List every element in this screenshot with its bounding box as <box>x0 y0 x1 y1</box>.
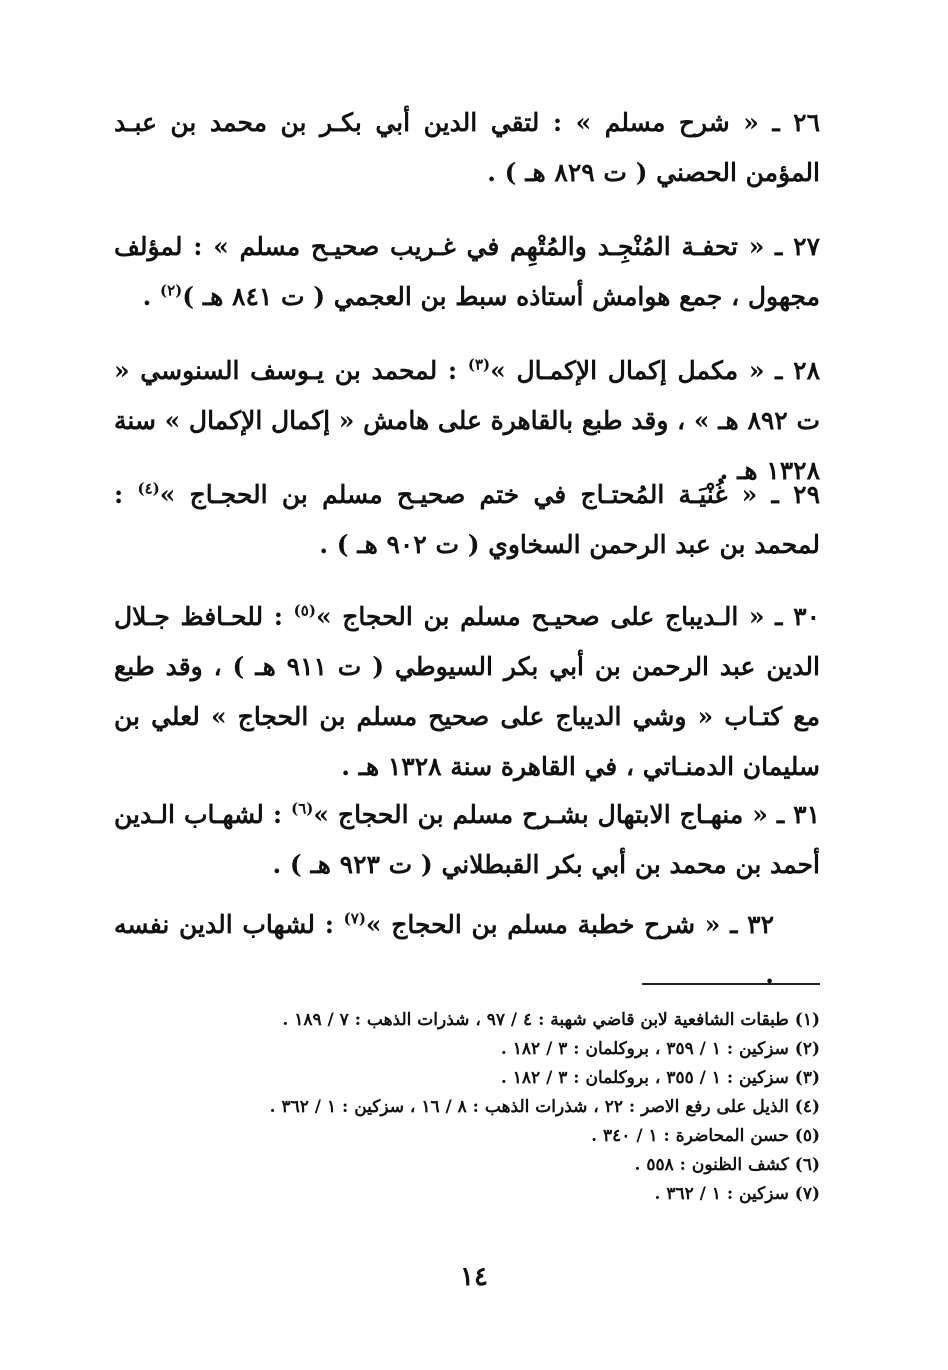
entry-27 <box>114 222 820 322</box>
footnote-ref-7: (٧) <box>343 909 366 928</box>
entry-32-text: ٣٢ ـ « شرح خطبة مسلم بن الحجاج » <box>365 910 774 939</box>
entry-29-tail: : لمحمد بن عبد الرحمن السخاوي ( ت ٩٠٢ هـ ) . <box>114 480 820 559</box>
entry-31-tail: : لشهـاب الـدين أحمد بن محمد بن أبي بكر القبطلاني ( ت ٩٢٣ هـ ) . <box>114 800 820 879</box>
footnote-divider <box>642 983 820 985</box>
footnote-5: (٥) حسن المحاضرة : ١ / ٣٤٠ . <box>591 1126 820 1146</box>
entry-31-text: ٣١ ـ « منهـاج الابتهال بشـرح مسلم بن الحجاج » <box>313 800 820 829</box>
entry-27-text: ٢٧ ـ « تحفـة المُنْجِـد والمُتْهِم في غـريب صحيـح مسلم » : لمؤلف مجهول ، جمع هوامش أستاذه سبط بن العجمي ( ت ٨٤١ هـ ) <box>114 232 820 311</box>
footnote-2: (٢) سزكين : ١ / ٣٥٩ ، بروكلمان : ٣ / ١٨٢ . <box>500 1039 820 1059</box>
entry-28-text: ٢٨ ـ « مكمل إكمال الإكمـال » <box>490 356 820 385</box>
entry-30-text: ٣٠ ـ « الـديباج على صحيـح مسلم بن الحجاج » <box>315 602 821 631</box>
entry-30 <box>114 592 820 792</box>
entry-31 <box>114 790 820 890</box>
footnote-4: (٤) الذيل على رفع الاصر : ٢٢ ، شذرات الذهب : ٨ / ١٦ ، سزكين : ١ / ٣٦٢ . <box>269 1097 820 1117</box>
footnote-ref-5: (٥) <box>293 601 316 620</box>
entry-32 <box>114 900 820 1000</box>
footnote-1: (١) طبقات الشافعية لابن قاضي شهبة : ٤ / ٩٧ ، شذرات الذهب : ٧ / ١٨٩ . <box>282 1010 820 1030</box>
entry-26-text: ٢٦ ـ « شرح مسلم » : لتقي الدين أبي بكـر بن محمد بن عبـد المؤمن الحصني ( ت ٨٢٩ هـ ) . <box>114 108 820 187</box>
footnote-ref-4: (٤) <box>137 479 160 498</box>
footnote-ref-3: (٣) <box>467 355 491 374</box>
entry-29-text: ٢٩ ـ « غُنْيَـة المُحتـاج في ختم صحيـح مسلم بن الحجـاج » <box>159 480 820 509</box>
entry-27-tail: . <box>142 282 160 311</box>
entry-26 <box>114 98 820 198</box>
entry-30-tail: : للحـافظ جـلال الدين عبد الرحمن بن أبي بكر السيوطي ( ت ٩١١ هـ ) ، وقد طبع مع كتـاب « وشي الديباج على صحيح مسلم بن الحجاج » لعلي بن سليمان الدمنـاتي ، في القاهرة سنة ١٣٢٨ هـ . <box>114 602 820 781</box>
entry-32-tail: : لشهاب الدين نفسه . <box>114 910 774 989</box>
footnote-7: (٧) سزكين : ١ / ٣٦٢ . <box>654 1184 820 1204</box>
footnote-ref-6: (٦) <box>291 799 314 818</box>
footnote-6: (٦) كشف الظنون : ٥٥٨ . <box>634 1155 820 1175</box>
entry-29 <box>114 470 820 570</box>
page-number: ١٤ <box>460 1262 488 1292</box>
footnotes-list <box>114 1006 820 1209</box>
entry-28-tail: : لمحمد بن يـوسف السنوسي « ت ٨٩٢ هـ » ، وقد طبع بالقاهرة على هامش « إكمال الإكمال » سنة ١٣٢٨ هـ . <box>114 356 820 485</box>
footnote-3: (٣) سزكين : ١ / ٣٥٥ ، بروكلمان : ٣ / ١٨٢ . <box>500 1068 820 1088</box>
footnote-ref-2: (٢) <box>160 281 183 300</box>
